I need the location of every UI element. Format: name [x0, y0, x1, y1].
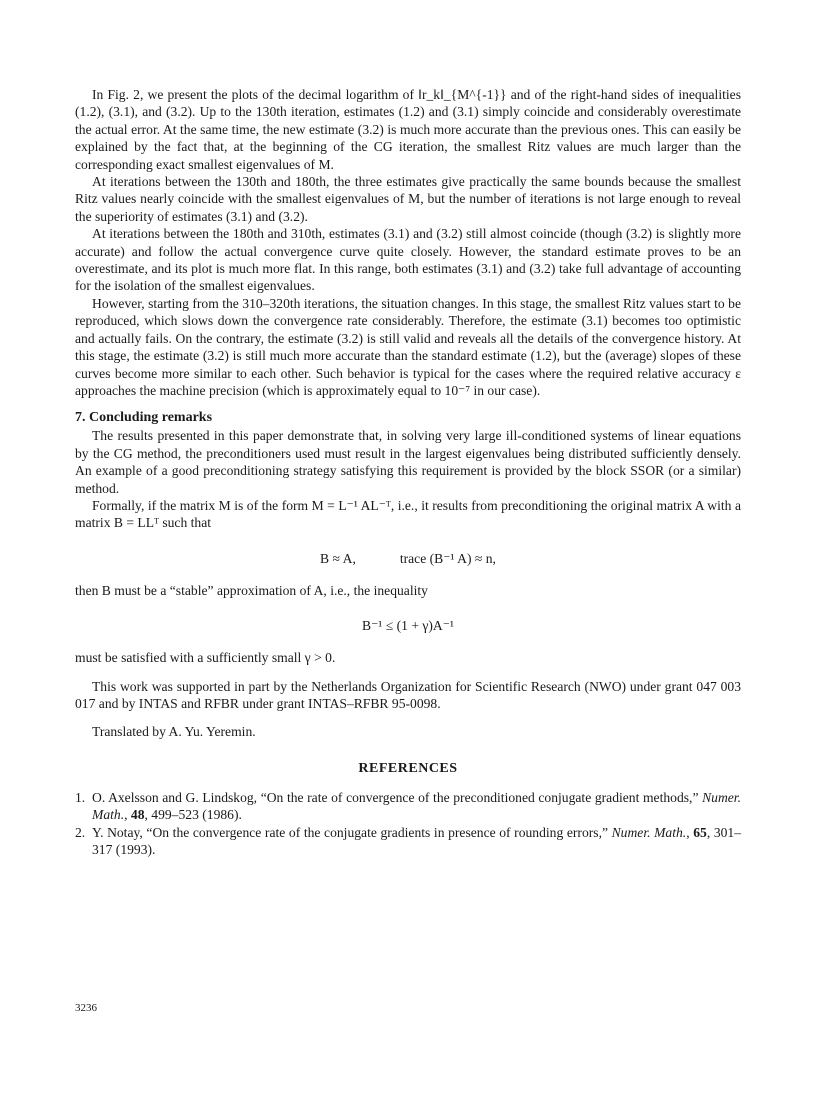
- reference-item: 1. O. Axelsson and G. Lindskog, “On the rate of convergence of the preconditioned conjugate gradient methods,” Numer. Math., 48, 499–523 (1986).: [75, 789, 741, 823]
- reference-text: O. Axelsson and G. Lindskog, “On the rate of convergence of the preconditioned conjugate gradient methods,”: [92, 789, 703, 805]
- equation-1: [75, 550, 741, 568]
- body-paragraph-2: At iterations between the 130th and 180th, the three estimates give practically the same bounds because the smallest Ritz values nearly coincide with the smallest eigenvalues of M, but the number of iterations is not large enough to reveal the superiority of estimates (3.1) and (3.2).: [75, 174, 741, 224]
- body-paragraph-3: At iterations between the 180th and 310th, estimates (3.1) and (3.2) still almost coincide (though (3.2) is slightly more accurate) and follow the actual convergence curve quite closely. However, the standard estimate proves to be an overestimate, and its plot is much more flat. In this range, both estimates (3.1) and (3.2) take full advantage of accounting for the isolation of the smallest eigenvalues.: [75, 226, 741, 294]
- page-content: [75, 86, 741, 858]
- reference-item: 2. Y. Notay, “On the convergence rate of the conjugate gradients in presence of rounding errors,” Numer. Math., 65, 301–317 (1993).: [75, 824, 742, 857]
- body-paragraph-4: However, starting from the 310–320th iterations, the situation changes. In this stage, the smallest Ritz values start to be reproduced, which slows down the convergence rate considerably. Therefore, the estimate (3.1) becomes too optimistic and actually fails. On the contrary, the estimate (3.2) is still valid and reveals all the details of the convergence history. At this stage, the estimate (3.2) is still much more accurate than the standard estimate (1.2), but the (average) slopes of these curves become more similar to each other. Such behavior is typical for the cases where the required relative accuracy ε approaches the machine precision (which is approximately equal to 10⁻⁷ in our case).: [75, 295, 741, 398]
- page-number: 3236: [75, 1002, 97, 1014]
- reference-number: 2.: [75, 824, 86, 840]
- section-heading: 7. Concluding remarks: [75, 410, 213, 426]
- translator-note: Translated by A. Yu. Yeremin.: [92, 724, 256, 740]
- reference-volume: 65: [693, 824, 707, 840]
- reference-text: Y. Notay, “On the convergence rate of the conjugate gradients in presence of rounding errors,”: [92, 824, 612, 840]
- equation-1-left: B ≈ A,: [320, 550, 356, 566]
- reference-journal: Numer. Math.: [92, 789, 741, 823]
- reference-volume: 48: [130, 807, 145, 823]
- conclusion-paragraph-3: then B must be a “stable” approximation of A, i.e., the inequality: [75, 582, 428, 598]
- equation-2: B⁻¹ ≤ (1 + γ)A⁻¹: [362, 618, 454, 634]
- references-heading: REFERENCES: [358, 760, 458, 776]
- conclusion-paragraph-2: Formally, if the matrix M is of the form M = L⁻¹ AL⁻ᵀ, i.e., it results from preconditioning the original matrix A with a matrix B = LLᵀ such that: [75, 497, 741, 531]
- reference-number: 1.: [75, 789, 86, 805]
- conclusion-paragraph-1: The results presented in this paper demonstrate that, in solving very large ill-conditioned systems of linear equations by the CG method, the preconditioners used must result in the largest eigenvalues being distributed sufficiently densely. An example of a good preconditioning strategy satisfying this requirement is provided by the block SSOR (or a similar) method.: [75, 428, 741, 496]
- reference-journal: Numer. Math.: [611, 824, 687, 840]
- conclusion-paragraph-4: must be satisfied with a sufficiently small γ > 0.: [75, 650, 336, 666]
- equation-1-right: trace (B⁻¹ A) ≈ n,: [399, 550, 496, 566]
- references-list: [75, 789, 741, 859]
- acknowledgment: This work was supported in part by the Netherlands Organization for Scientific Research (NWO) under grant 047 003 017 and by INTAS and RFBR under grant INTAS–RFBR 95-0098.: [75, 678, 741, 711]
- body-paragraph-1: In Fig. 2, we present the plots of the decimal logarithm of ‖r_k‖_{M^{-1}} and of the right-hand sides of inequalities (1.2), (3.1), and (3.2). Up to the 130th iteration, estimates (1.2) and (3.1) simply coincide and considerably overestimate the actual error. At the same time, the new estimate (3.2) is much more accurate than the previous ones. This can easily be explained by the fact that, at the beginning of the CG iteration, the smallest Ritz values are much larger than the corresponding exact smallest eigenvalues of M.: [75, 87, 741, 172]
